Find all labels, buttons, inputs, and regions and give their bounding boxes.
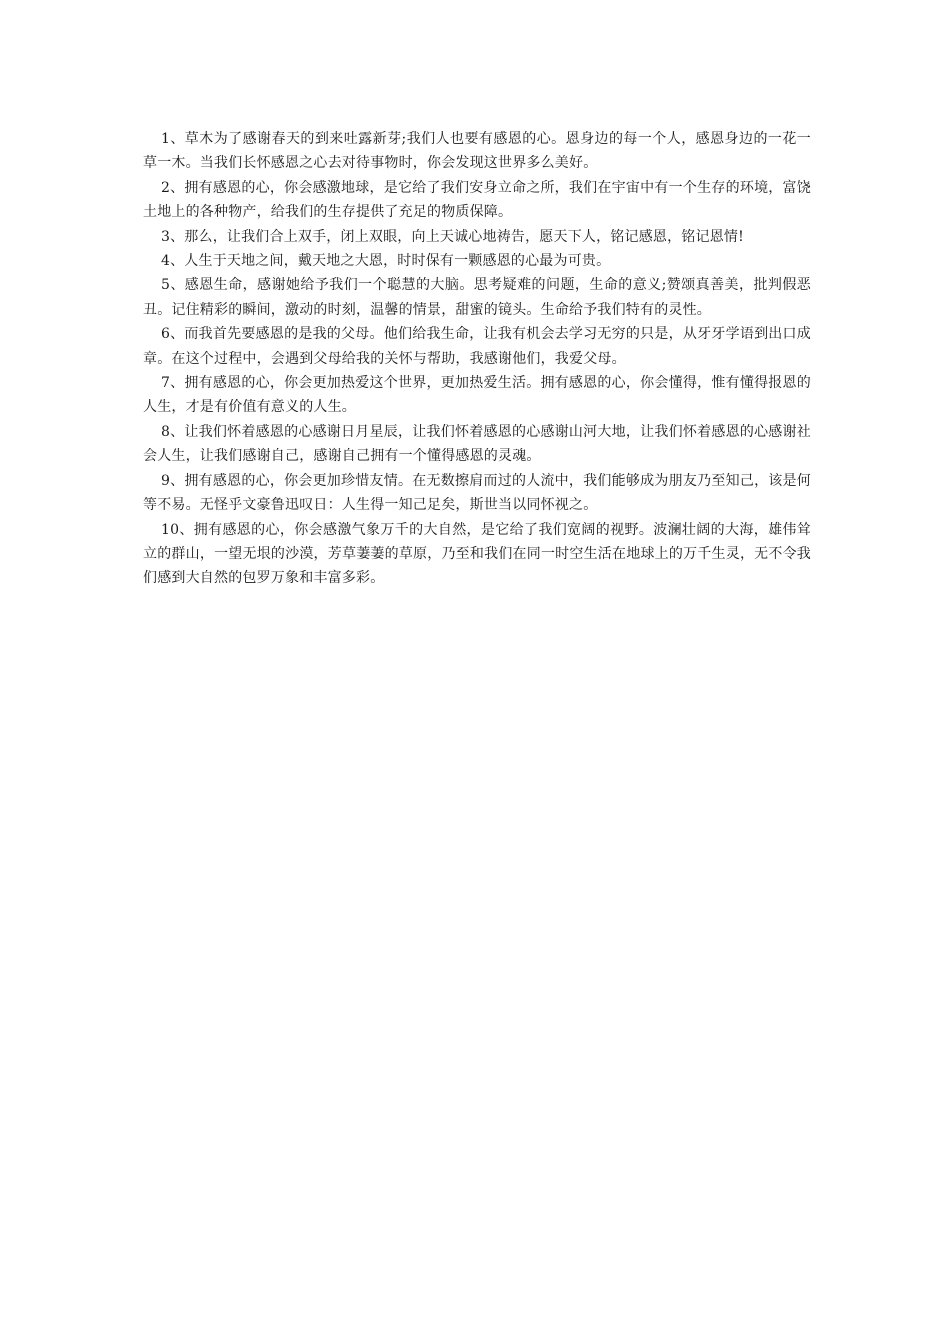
paragraph-9: 9、拥有感恩的心，你会更加珍惜友情。在无数擦肩而过的人流中，我们能够成为朋友乃至知己，该是何等不易。无怪乎文豪鲁迅叹日：人生得一知己足矣，斯世当以同怀视之。 (143, 472, 811, 514)
paragraph-6: 6、而我首先要感恩的是我的父母。他们给我生命，让我有机会去学习无穷的只是，从牙牙学语到出口成章。在这个过程中，会遇到父母给我的关怀与帮助，我感谢他们，我爱父母。 (143, 326, 811, 367)
paragraph-5: 5、感恩生命，感谢她给予我们一个聪慧的大脑。思考疑难的问题，生命的意义;赞颂真善美，批判假恶丑。记住精彩的瞬间，激动的时刻，温馨的情景，甜蜜的镜头。生命给予我们特有的灵性。 (143, 277, 811, 318)
paragraph-4: 4、人生于天地之间，戴天地之大恩，时时保有一颗感恩的心最为可贵。 (161, 253, 611, 270)
paragraph-7: 7、拥有感恩的心，你会更加热爱这个世界，更加热爱生活。拥有感恩的心，你会懂得，惟有懂得报恩的人生，才是有价值有意义的人生。 (143, 375, 811, 416)
paragraph-8: 8、让我们怀着感恩的心感谢日月星辰，让我们怀着感恩的心感谢山河大地，让我们怀着感恩的心感谢社会人生，让我们感谢自己，感谢自己拥有一个懂得感恩的灵魂。 (143, 423, 811, 465)
document-body (143, 127, 811, 591)
paragraph-10: 10、拥有感恩的心，你会感激气象万千的大自然，是它给了我们宽阔的视野。波澜壮阔的大海，雄伟耸立的群山，一望无垠的沙漠，芳草萋萋的草原，乃至和我们在同一时空生活在地球上的万千生灵，无不令我们感到大自然的包罗万象和丰富多彩。 (143, 521, 811, 587)
paragraph-3: 3、那么，让我们合上双手，闭上双眼，向上天诚心地祷告，愿天下人，铭记感恩，铭记恩情! (161, 228, 744, 245)
paragraph-2: 2、拥有感恩的心，你会感激地球，是它给了我们安身立命之所，我们在宇宙中有一个生存的环境，富饶土地上的各种物产，给我们的生存提供了充足的物质保障。 (143, 179, 811, 221)
paragraph-1: 1、草木为了感谢春天的到来吐露新芽;我们人也要有感恩的心。恩身边的每一个人，感恩身边的一花一草一木。当我们长怀感恩之心去对待事物时，你会发现这世界多么美好。 (143, 131, 811, 172)
